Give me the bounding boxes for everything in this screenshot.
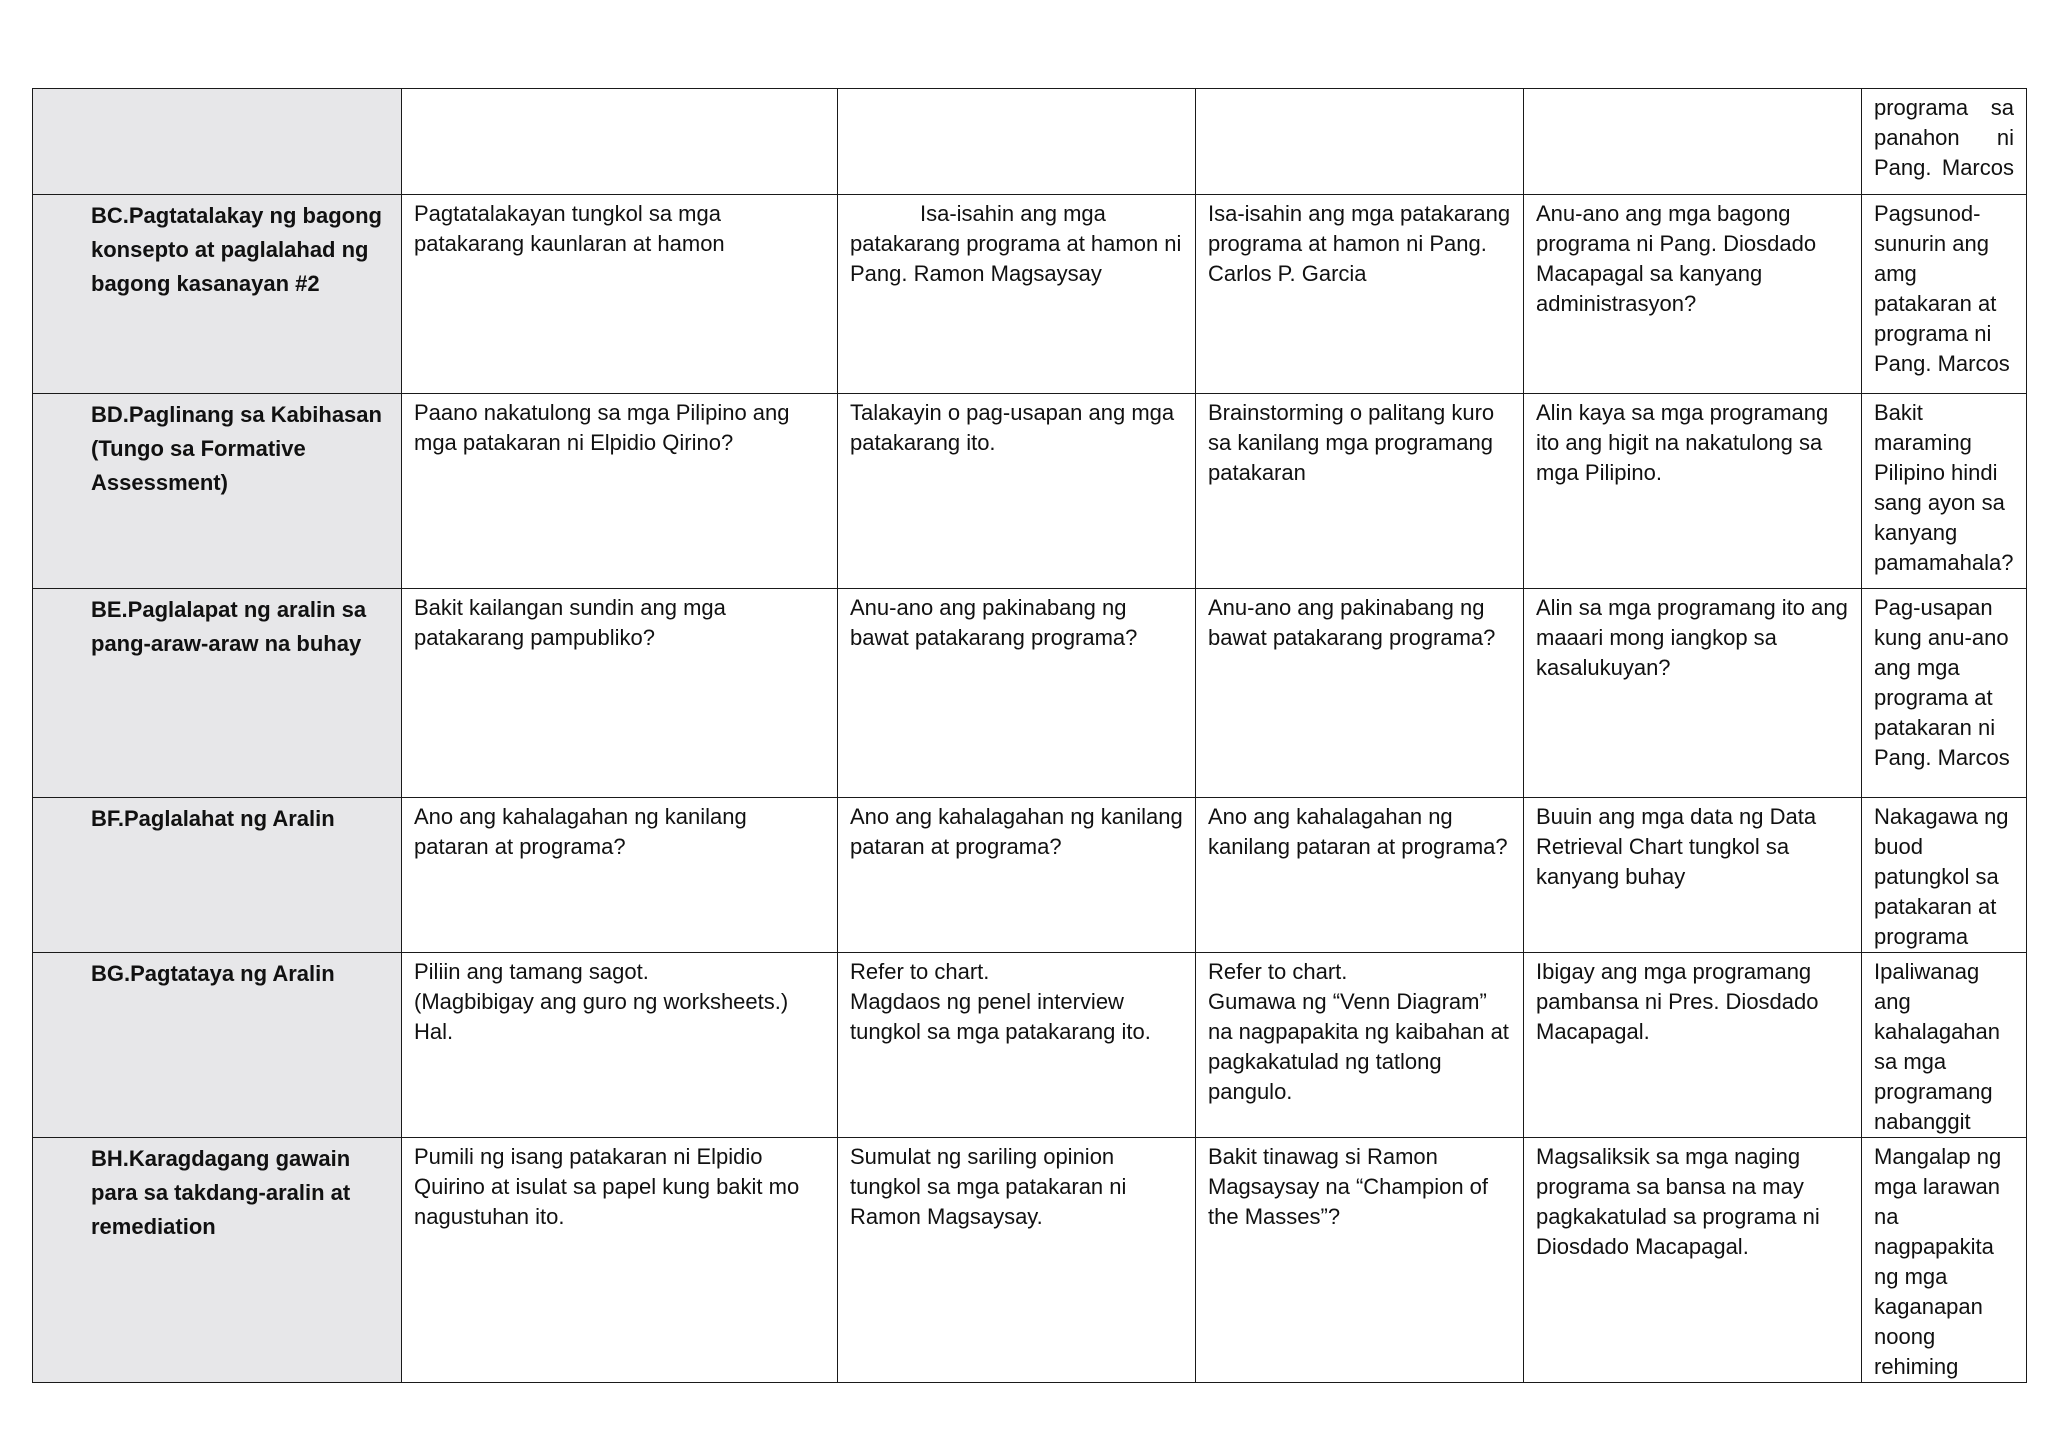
table-cell: Buuin ang mga data ng Data Retrieval Chart tungkol sa kanyang buhay (1524, 798, 1862, 953)
table-cell (402, 953, 838, 1138)
table-cell: Ibigay ang mga programang pambansa ni Pres. Diosdado Macapagal. (1524, 953, 1862, 1138)
table-cell: Nakagawa ng buod patungkol sa patakaran at programa (1862, 798, 2027, 953)
table-cell (1196, 89, 1524, 195)
cell-line: Refer to chart. (1208, 959, 1348, 984)
table-cell: Brainstorming o palitang kuro sa kanilang mga programang patakaran (1196, 394, 1524, 589)
table-row (33, 89, 2027, 195)
row-label: BE.Paglalapat ng aralin sa pang-araw-araw na buhay (33, 589, 402, 798)
table-cell: Sumulat ng sariling opinion tungkol sa mga patakaran ni Ramon Magsaysay. (838, 1138, 1196, 1383)
table-cell: Ano ang kahalagahan ng kanilang pataran at programa? (402, 798, 838, 953)
row-label (33, 89, 402, 195)
table-cell (402, 89, 838, 195)
table-cell: Anu-ano ang mga bagong programa ni Pang. Diosdado Macapagal sa kanyang administrasyon? (1524, 195, 1862, 394)
lesson-plan-table (32, 88, 2027, 1383)
table-cell: Alin kaya sa mga programang ito ang higit na nakatulong sa mga Pilipino. (1524, 394, 1862, 589)
table-cell (1196, 953, 1524, 1138)
table-row (33, 798, 2027, 953)
cell-line: Gumawa ng “Venn Diagram” na nagpapakita ng kaibahan at pagkakatulad ng tatlong pangulo. (1208, 989, 1509, 1104)
table-cell: Paano nakatulong sa mga Pilipino ang mga patakaran ni Elpidio Qirino? (402, 394, 838, 589)
table-cell: Bakit kailangan sundin ang mga patakarang pampubliko? (402, 589, 838, 798)
table-cell: Isa-isahin ang mga patakarang programa at hamon ni Pang. Ramon Magsaysay (838, 195, 1196, 394)
row-label: BG.Pagtataya ng Aralin (33, 953, 402, 1138)
table-cell: Pag-usapan kung anu-ano ang mga programa at patakaran ni Pang. Marcos (1862, 589, 2027, 798)
row-label: BF.Paglalahat ng Aralin (33, 798, 402, 953)
table-cell: Bakit tinawag si Ramon Magsaysay na “Champion of the Masses”? (1196, 1138, 1524, 1383)
table-cell: Magsaliksik sa mga naging programa sa bansa na may pagkakatulad sa programa ni Diosdado Macapagal. (1524, 1138, 1862, 1383)
table-row (33, 589, 2027, 798)
table-cell (838, 953, 1196, 1138)
table-cell: Ano ang kahalagahan ng kanilang pataran at programa? (838, 798, 1196, 953)
table-cell: Bakit maraming Pilipino hindi sang ayon sa kanyang pamamahala? (1862, 394, 2027, 589)
row-label: BD.Paglinang sa Kabihasan (Tungo sa Formative Assessment) (33, 394, 402, 589)
table-row (33, 394, 2027, 589)
table-cell: Isa-isahin ang mga patakarang programa at hamon ni Pang. Carlos P. Garcia (1196, 195, 1524, 394)
table-cell: Mangalap ng mga larawan na nagpapakita ng mga kaganapan noong rehiming (1862, 1138, 2027, 1383)
table-cell: Anu-ano ang pakinabang ng bawat patakarang programa? (1196, 589, 1524, 798)
table-cell: Ipaliwanag ang kahalagahan sa mga programang nabanggit (1862, 953, 2027, 1138)
table-row (33, 953, 2027, 1138)
table-cell: Talakayin o pag-usapan ang mga patakarang ito. (838, 394, 1196, 589)
table-cell: Alin sa mga programang ito ang maaari mong iangkop sa kasalukuyan? (1524, 589, 1862, 798)
table-cell (1524, 89, 1862, 195)
cell-line: Piliin ang tamang sagot. (414, 959, 649, 984)
cell-line: Hal. (414, 1019, 454, 1044)
table-row (33, 195, 2027, 394)
cell-line: (Magbibigay ang guro ng worksheets.) (414, 989, 789, 1014)
table-cell: Pagsunod-sunurin ang amg patakaran at programa ni Pang. Marcos (1862, 195, 2027, 394)
table-cell: Anu-ano ang pakinabang ng bawat patakarang programa? (838, 589, 1196, 798)
row-label: BC.Pagtatalakay ng bagong konsepto at paglalahad ng bagong kasanayan #2 (33, 195, 402, 394)
table-cell: Ano ang kahalagahan ng kanilang pataran at programa? (1196, 798, 1524, 953)
cell-line: Magdaos ng penel interview tungkol sa mga patakarang ito. (850, 989, 1151, 1044)
row-label: BH.Karagdagang gawain para sa takdang-aralin at remediation (33, 1138, 402, 1383)
table-cell: programa sa panahon ni Pang. Marcos (1862, 89, 2027, 195)
table-cell: Pumili ng isang patakaran ni Elpidio Quirino at isulat sa papel kung bakit mo nagustuhan ito. (402, 1138, 838, 1383)
table-row (33, 1138, 2027, 1383)
table-cell (838, 89, 1196, 195)
cell-line: Refer to chart. (850, 959, 990, 984)
table-cell: Pagtatalakayan tungkol sa mga patakarang kaunlaran at hamon (402, 195, 838, 394)
